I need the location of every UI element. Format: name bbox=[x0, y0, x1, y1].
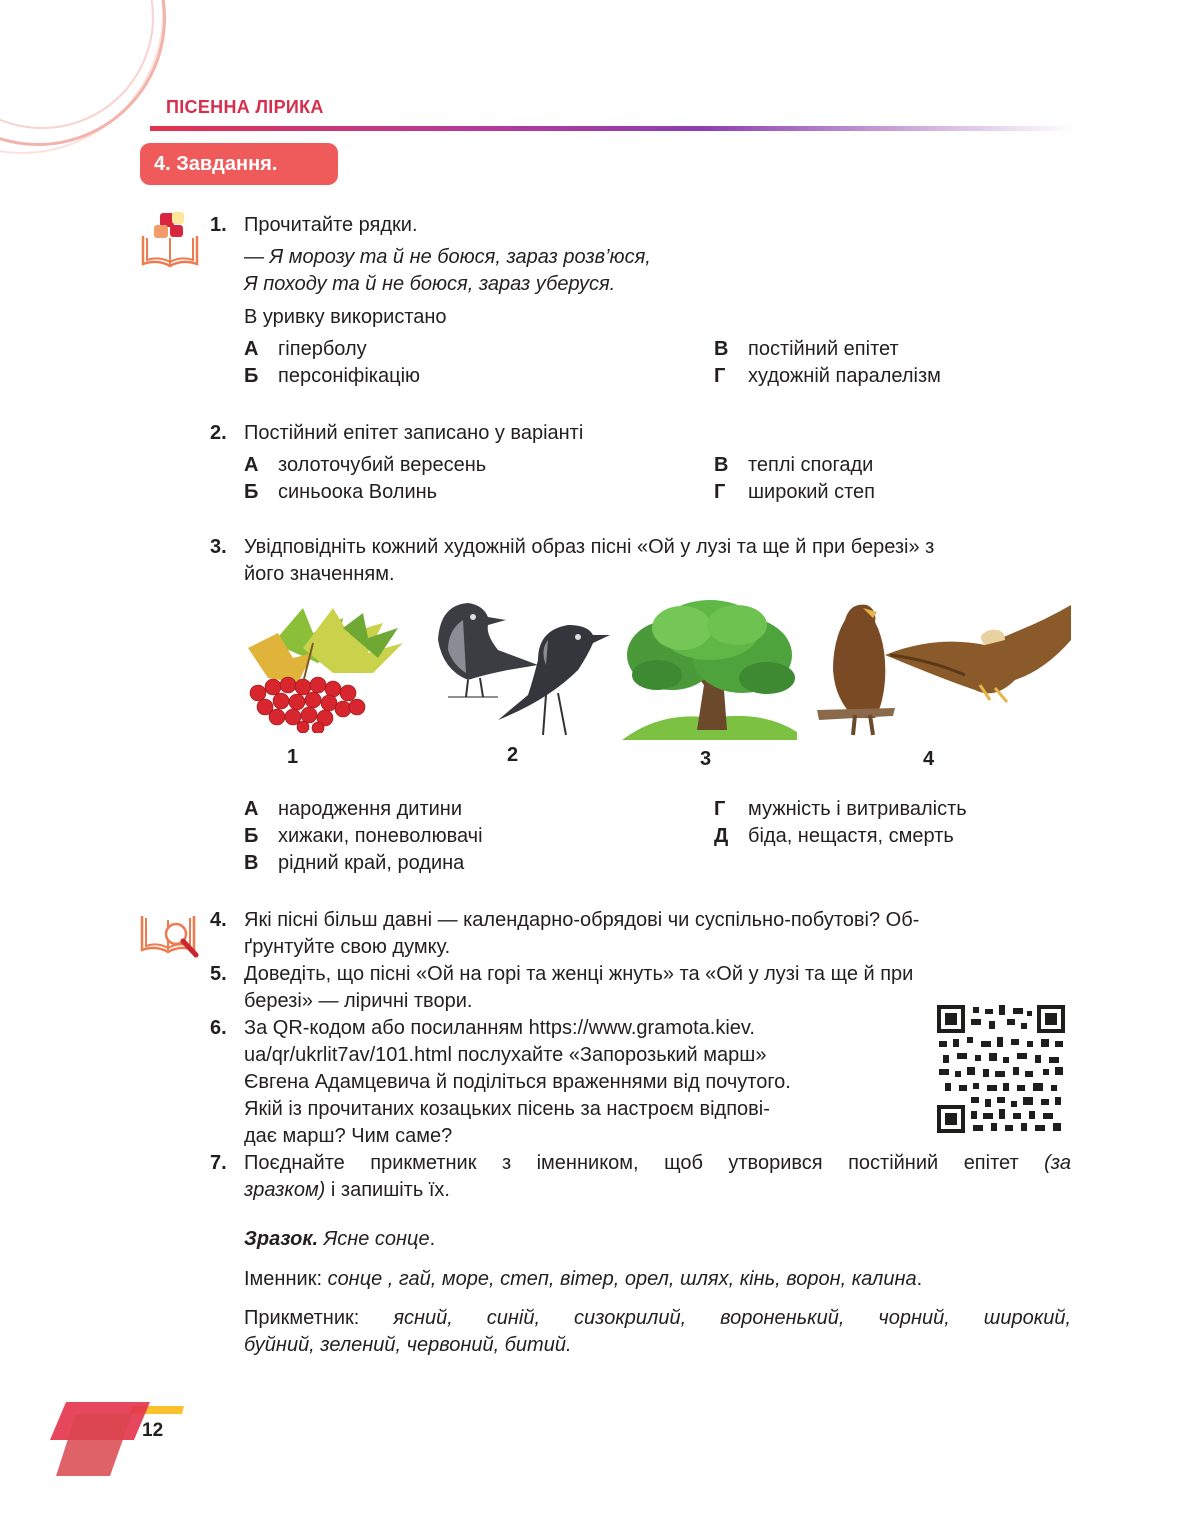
question-number: 7. bbox=[210, 1152, 227, 1174]
option-text: рідний край, родина bbox=[278, 852, 465, 874]
option-letter: Д bbox=[714, 825, 729, 847]
answer-option[interactable] bbox=[714, 796, 967, 823]
answer-option[interactable] bbox=[244, 336, 367, 363]
question-text: Доведіть, що пісні «Ой на горі та женці жнуть» та «Ой у лузі та ще й при bbox=[244, 963, 914, 985]
answer-option[interactable] bbox=[714, 479, 875, 506]
text-run: і запишіть їх. bbox=[325, 1179, 450, 1201]
option-letter: В bbox=[714, 454, 729, 476]
answer-option[interactable] bbox=[244, 452, 486, 479]
image-number: 3 bbox=[700, 748, 712, 770]
crows-image bbox=[428, 595, 613, 740]
qr-code[interactable] bbox=[937, 1005, 1065, 1133]
sample-text: Ясне сонце bbox=[318, 1228, 430, 1250]
image-number: 4 bbox=[923, 748, 935, 770]
question-text bbox=[244, 1150, 1071, 1177]
option-letter: Г bbox=[714, 798, 726, 820]
question-text: Якій із прочитаних козацьких пісень за настроєм відпові- bbox=[244, 1098, 770, 1120]
reading-book-icon bbox=[138, 208, 202, 272]
quote-line: — Я морозу та й не боюся, зараз розв’юся, bbox=[244, 246, 651, 268]
option-text: народження дитини bbox=[278, 798, 463, 820]
page-number: 12 bbox=[142, 1420, 164, 1441]
tasks-title-badge: 4. Завдання. bbox=[140, 143, 338, 185]
option-letter: Б bbox=[244, 365, 259, 387]
text-run: (за bbox=[1044, 1152, 1071, 1174]
question-text: Які пісні більш давні — календарно-обрядові чи суспільно-побутові? Об- bbox=[244, 909, 920, 931]
question-text: ua/qr/ukrlit7av/101.html послухайте «Запорозький марш» bbox=[244, 1044, 767, 1066]
question-text: Євгена Адамцевича й поділіться враженнями від почутого. bbox=[244, 1071, 791, 1093]
option-letter: В bbox=[714, 338, 729, 360]
answer-option[interactable] bbox=[244, 796, 462, 823]
option-text: золоточубий вересень bbox=[278, 454, 487, 476]
question-text: дає марш? Чим саме? bbox=[244, 1125, 453, 1147]
answer-option[interactable] bbox=[714, 452, 873, 479]
option-letter: Г bbox=[714, 481, 726, 503]
tree-image bbox=[622, 600, 797, 740]
answer-option[interactable] bbox=[714, 336, 899, 363]
question-number: 6. bbox=[210, 1017, 227, 1039]
adjectives-label: Прикметник: bbox=[244, 1307, 394, 1329]
question-stem: В уривку використано bbox=[244, 306, 447, 328]
adjectives-list: буйний, зелений, червоний, битий. bbox=[244, 1334, 572, 1356]
question-prompt: Прочитайте рядки. bbox=[244, 214, 418, 236]
option-text: гіперболу bbox=[278, 338, 367, 360]
option-text: постійний епітет bbox=[748, 338, 899, 360]
text-run: Поєднайте прикметник з іменником, щоб утворився постійний епітет bbox=[244, 1152, 1045, 1174]
eagles-image bbox=[815, 600, 1071, 740]
question-text: березі» — ліричні твори. bbox=[244, 990, 473, 1012]
answer-option[interactable] bbox=[714, 363, 941, 390]
image-number: 1 bbox=[287, 746, 299, 768]
option-text: теплі спогади bbox=[748, 454, 874, 476]
question-prompt: Увідповідніть кожний художній образ пісні «Ой у лузі та ще й при березі» з bbox=[244, 536, 935, 558]
option-text: художній паралелізм bbox=[748, 365, 941, 387]
viburnum-image bbox=[243, 603, 408, 733]
option-letter: А bbox=[244, 454, 259, 476]
header-rule bbox=[150, 126, 1075, 131]
option-letter: А bbox=[244, 798, 259, 820]
nouns-label: Іменник: bbox=[244, 1268, 328, 1290]
nouns-dot: . bbox=[916, 1268, 923, 1290]
question-prompt: Постійний епітет записано у варіанті bbox=[244, 422, 584, 444]
question-number: 4. bbox=[210, 909, 227, 931]
option-letter: Г bbox=[714, 365, 726, 387]
section-title: ПІСЕННА ЛІРИКА bbox=[166, 97, 324, 117]
option-letter: Б bbox=[244, 825, 259, 847]
nouns-list: сонце , гай, море, степ, вітер, орел, шлях, кінь, ворон, калина bbox=[327, 1268, 917, 1290]
option-text: персоніфікацію bbox=[278, 365, 421, 387]
question-number: 2. bbox=[210, 422, 227, 444]
question-prompt: його значенням. bbox=[244, 563, 395, 585]
answer-option[interactable] bbox=[244, 479, 437, 506]
answer-option[interactable] bbox=[714, 823, 954, 850]
image-number: 2 bbox=[507, 744, 519, 766]
nouns-line bbox=[244, 1266, 922, 1293]
sample-dot: . bbox=[429, 1228, 436, 1250]
decorative-arc bbox=[0, 0, 154, 129]
page-corner-decoration bbox=[50, 1400, 190, 1480]
question-number: 1. bbox=[210, 214, 227, 236]
answer-option[interactable] bbox=[244, 850, 464, 877]
option-text: синьоока Волинь bbox=[278, 481, 438, 503]
option-letter: Б bbox=[244, 481, 259, 503]
text-run: зразком) bbox=[244, 1179, 326, 1201]
option-letter: В bbox=[244, 852, 259, 874]
question-text: ґрунтуйте свою думку. bbox=[244, 936, 451, 958]
question-number: 5. bbox=[210, 963, 227, 985]
question-number: 3. bbox=[210, 536, 227, 558]
quote-line: Я походу та й не боюся, зараз уберуся. bbox=[244, 273, 616, 295]
option-letter: А bbox=[244, 338, 259, 360]
option-text: хижаки, поневолювачі bbox=[278, 825, 483, 847]
question-text: За QR-кодом або посиланням https://www.gramota.kiev. bbox=[244, 1017, 755, 1039]
research-book-icon bbox=[138, 910, 202, 960]
answer-option[interactable] bbox=[244, 363, 420, 390]
option-text: широкий степ bbox=[748, 481, 876, 503]
sample-label: Зразок. bbox=[244, 1228, 319, 1250]
question-text bbox=[244, 1177, 450, 1204]
adjectives-line bbox=[244, 1305, 1071, 1332]
sample-line bbox=[244, 1226, 435, 1253]
adjectives-list: ясний, синій, сизокрилий, вороненький, чорний, широкий, bbox=[393, 1307, 1071, 1329]
option-text: мужність і витривалість bbox=[748, 798, 967, 820]
answer-option[interactable] bbox=[244, 823, 483, 850]
option-text: біда, нещастя, смерть bbox=[748, 825, 954, 847]
